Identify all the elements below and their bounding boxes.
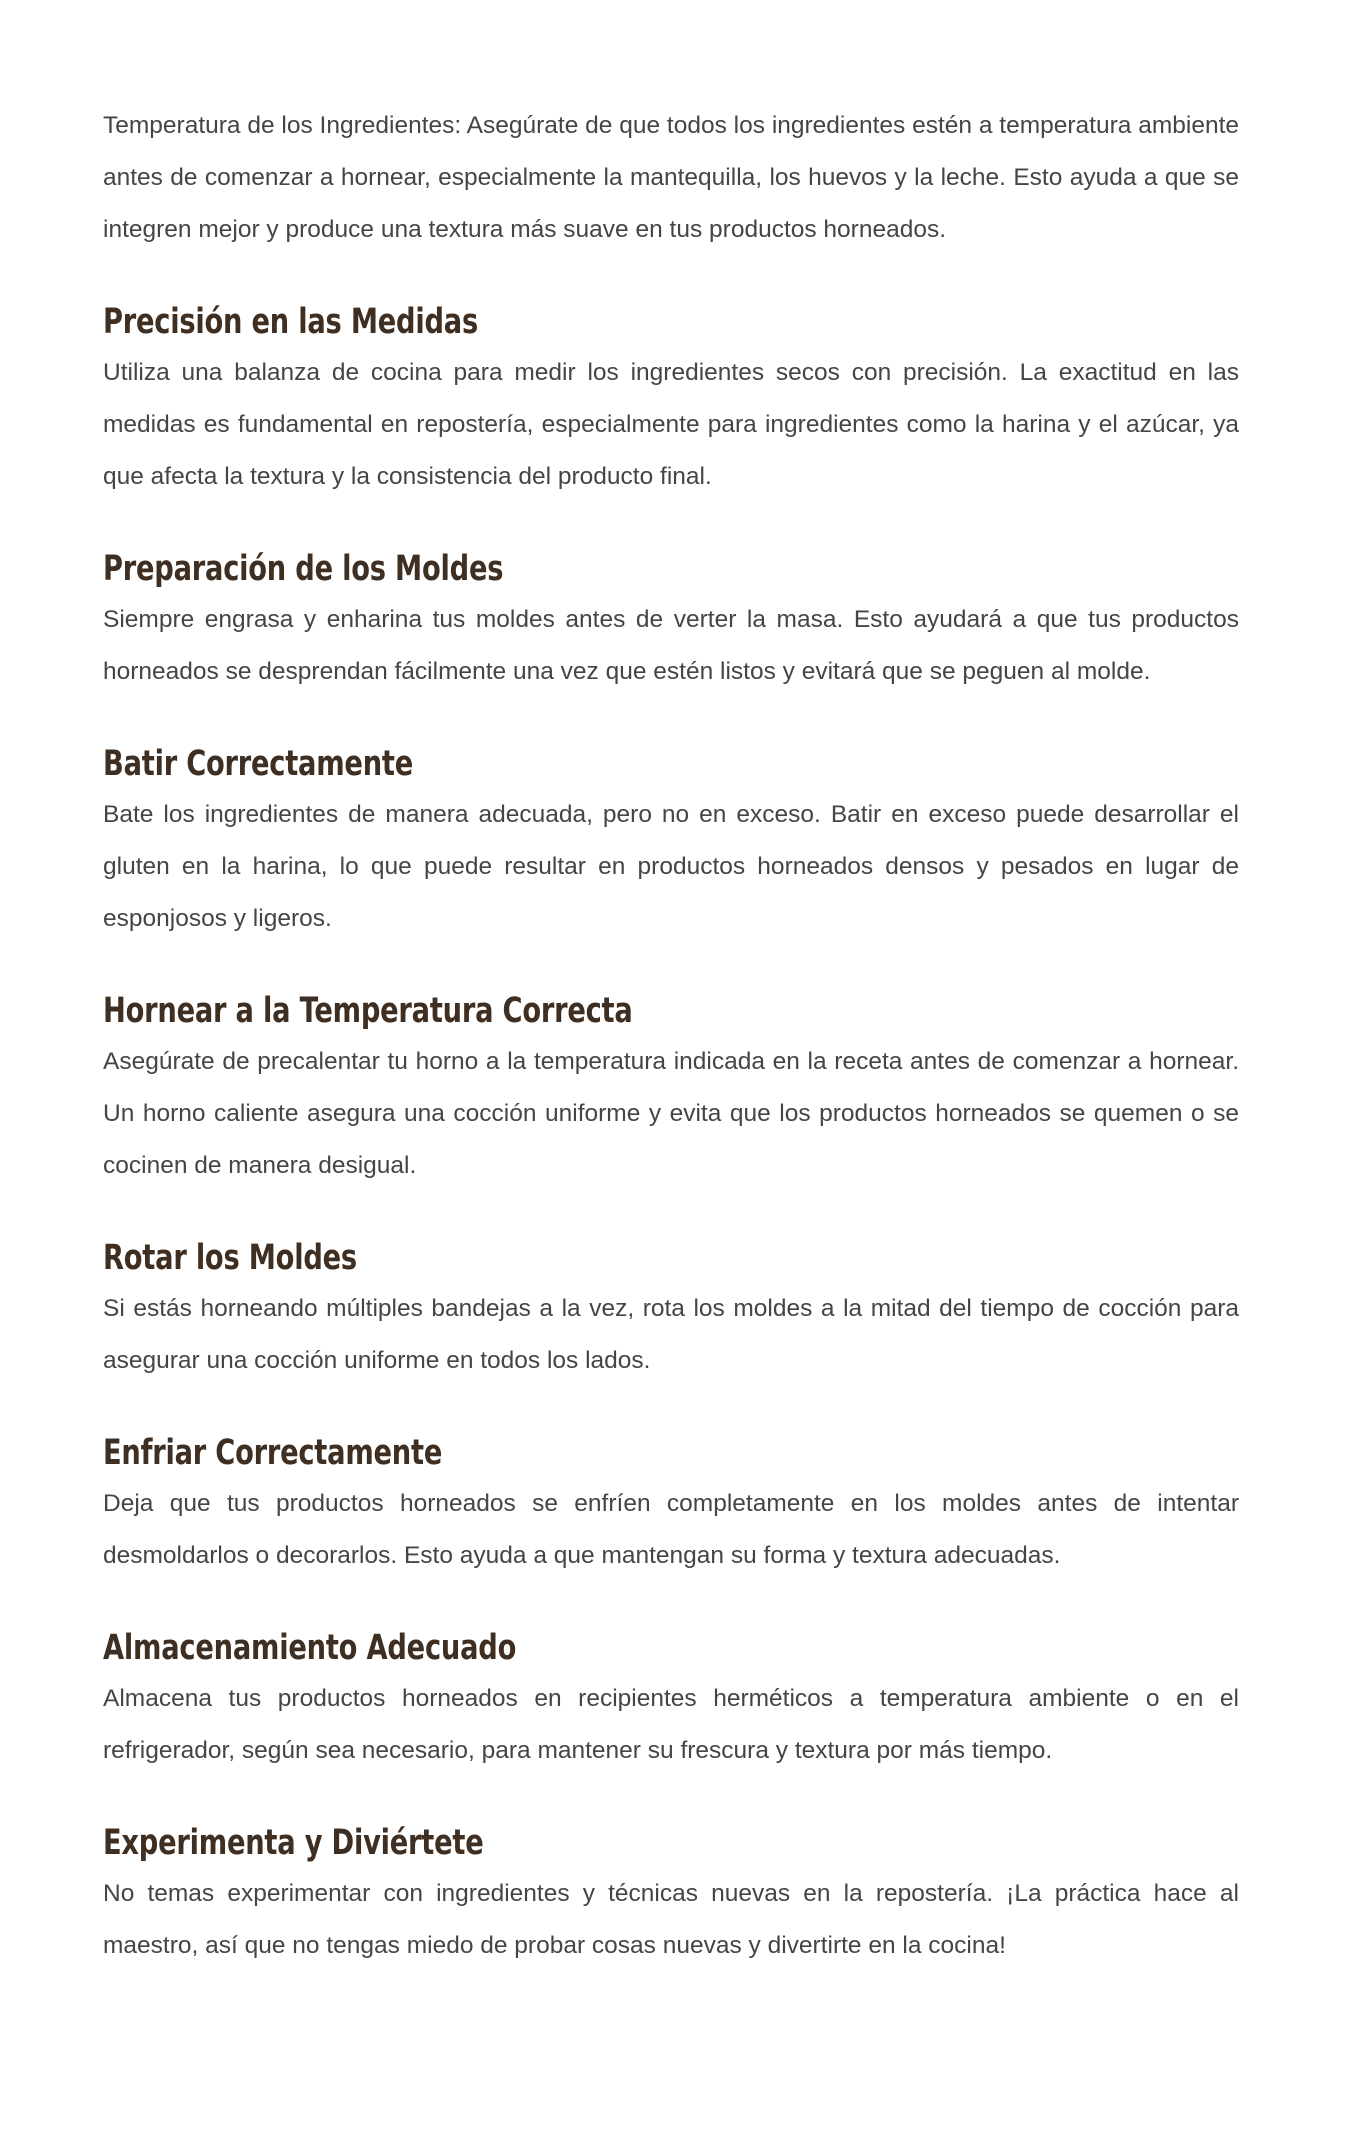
section-title: Rotar los Moldes bbox=[103, 1238, 357, 1278]
section-title: Hornear a la Temperatura Correcta bbox=[103, 991, 633, 1031]
section-enfriar bbox=[103, 1431, 1239, 1582]
section-title: Batir Correctamente bbox=[103, 744, 414, 784]
section-body: Bate los ingredientes de manera adecuada, pero no en exceso. Batir en exceso puede desarrollar el gluten en la harina, lo que puede resultar en productos horneados densos y pesados en lugar de esponjosos y ligeros. bbox=[103, 801, 1239, 932]
section-body: Utiliza una balanza de cocina para medir los ingredientes secos con precisión. La exactitud en las medidas es fundamental en repostería, especialmente para ingredientes como la harina y el azúcar, ya que afecta la textura y la consistencia del producto final. bbox=[103, 359, 1239, 490]
section-title: Almacenamiento Adecuado bbox=[103, 1628, 517, 1668]
section-body: Asegúrate de precalentar tu horno a la temperatura indicada en la receta antes de comenzar a hornear. Un horno caliente asegura una cocción uniforme y evita que los productos horneados se quemen o se cocinen de manera desigual. bbox=[103, 1048, 1239, 1179]
section-body: Si estás horneando múltiples bandejas a la vez, rota los moldes a la mitad del tiempo de cocción para asegurar una cocción uniforme en todos los lados. bbox=[103, 1295, 1239, 1374]
section-preparacion-moldes bbox=[103, 547, 1239, 698]
intro-paragraph: Temperatura de los Ingredientes: Asegúrate de que todos los ingredientes estén a temperatura ambiente antes de comenzar a hornear, especialmente la mantequilla, los huevos y la leche. Esto ayuda a que se integren mejor y produce una textura más suave en tus productos horneados. bbox=[103, 112, 1239, 243]
section-rotar-moldes bbox=[103, 1236, 1239, 1387]
section-almacenamiento bbox=[103, 1626, 1239, 1777]
section-body: No temas experimentar con ingredientes y técnicas nuevas en la repostería. ¡La práctica hace al maestro, así que no tengas miedo de probar cosas nuevas y divertirte en la cocina! bbox=[103, 1880, 1239, 1959]
section-title: Precisión en las Medidas bbox=[103, 302, 479, 342]
section-body: Siempre engrasa y enharina tus moldes antes de verter la masa. Esto ayudará a que tus productos horneados se desprendan fácilmente una vez que estén listos y evitará que se peguen al molde. bbox=[103, 606, 1239, 685]
section-body: Almacena tus productos horneados en recipientes herméticos a temperatura ambiente o en el refrigerador, según sea necesario, para mantener su frescura y textura por más tiempo. bbox=[103, 1685, 1239, 1764]
section-experimenta bbox=[103, 1821, 1239, 1972]
section-title: Enfriar Correctamente bbox=[103, 1433, 443, 1473]
section-precision bbox=[103, 300, 1239, 503]
section-body: Deja que tus productos horneados se enfríen completamente en los moldes antes de intentar desmoldarlos o decorarlos. Esto ayuda a que mantengan su forma y textura adecuadas. bbox=[103, 1490, 1239, 1569]
section-batir bbox=[103, 742, 1239, 945]
document-page bbox=[103, 100, 1239, 1972]
section-hornear-temperatura bbox=[103, 989, 1239, 1192]
section-title: Preparación de los Moldes bbox=[103, 549, 504, 589]
section-title: Experimenta y Diviértete bbox=[103, 1823, 484, 1863]
